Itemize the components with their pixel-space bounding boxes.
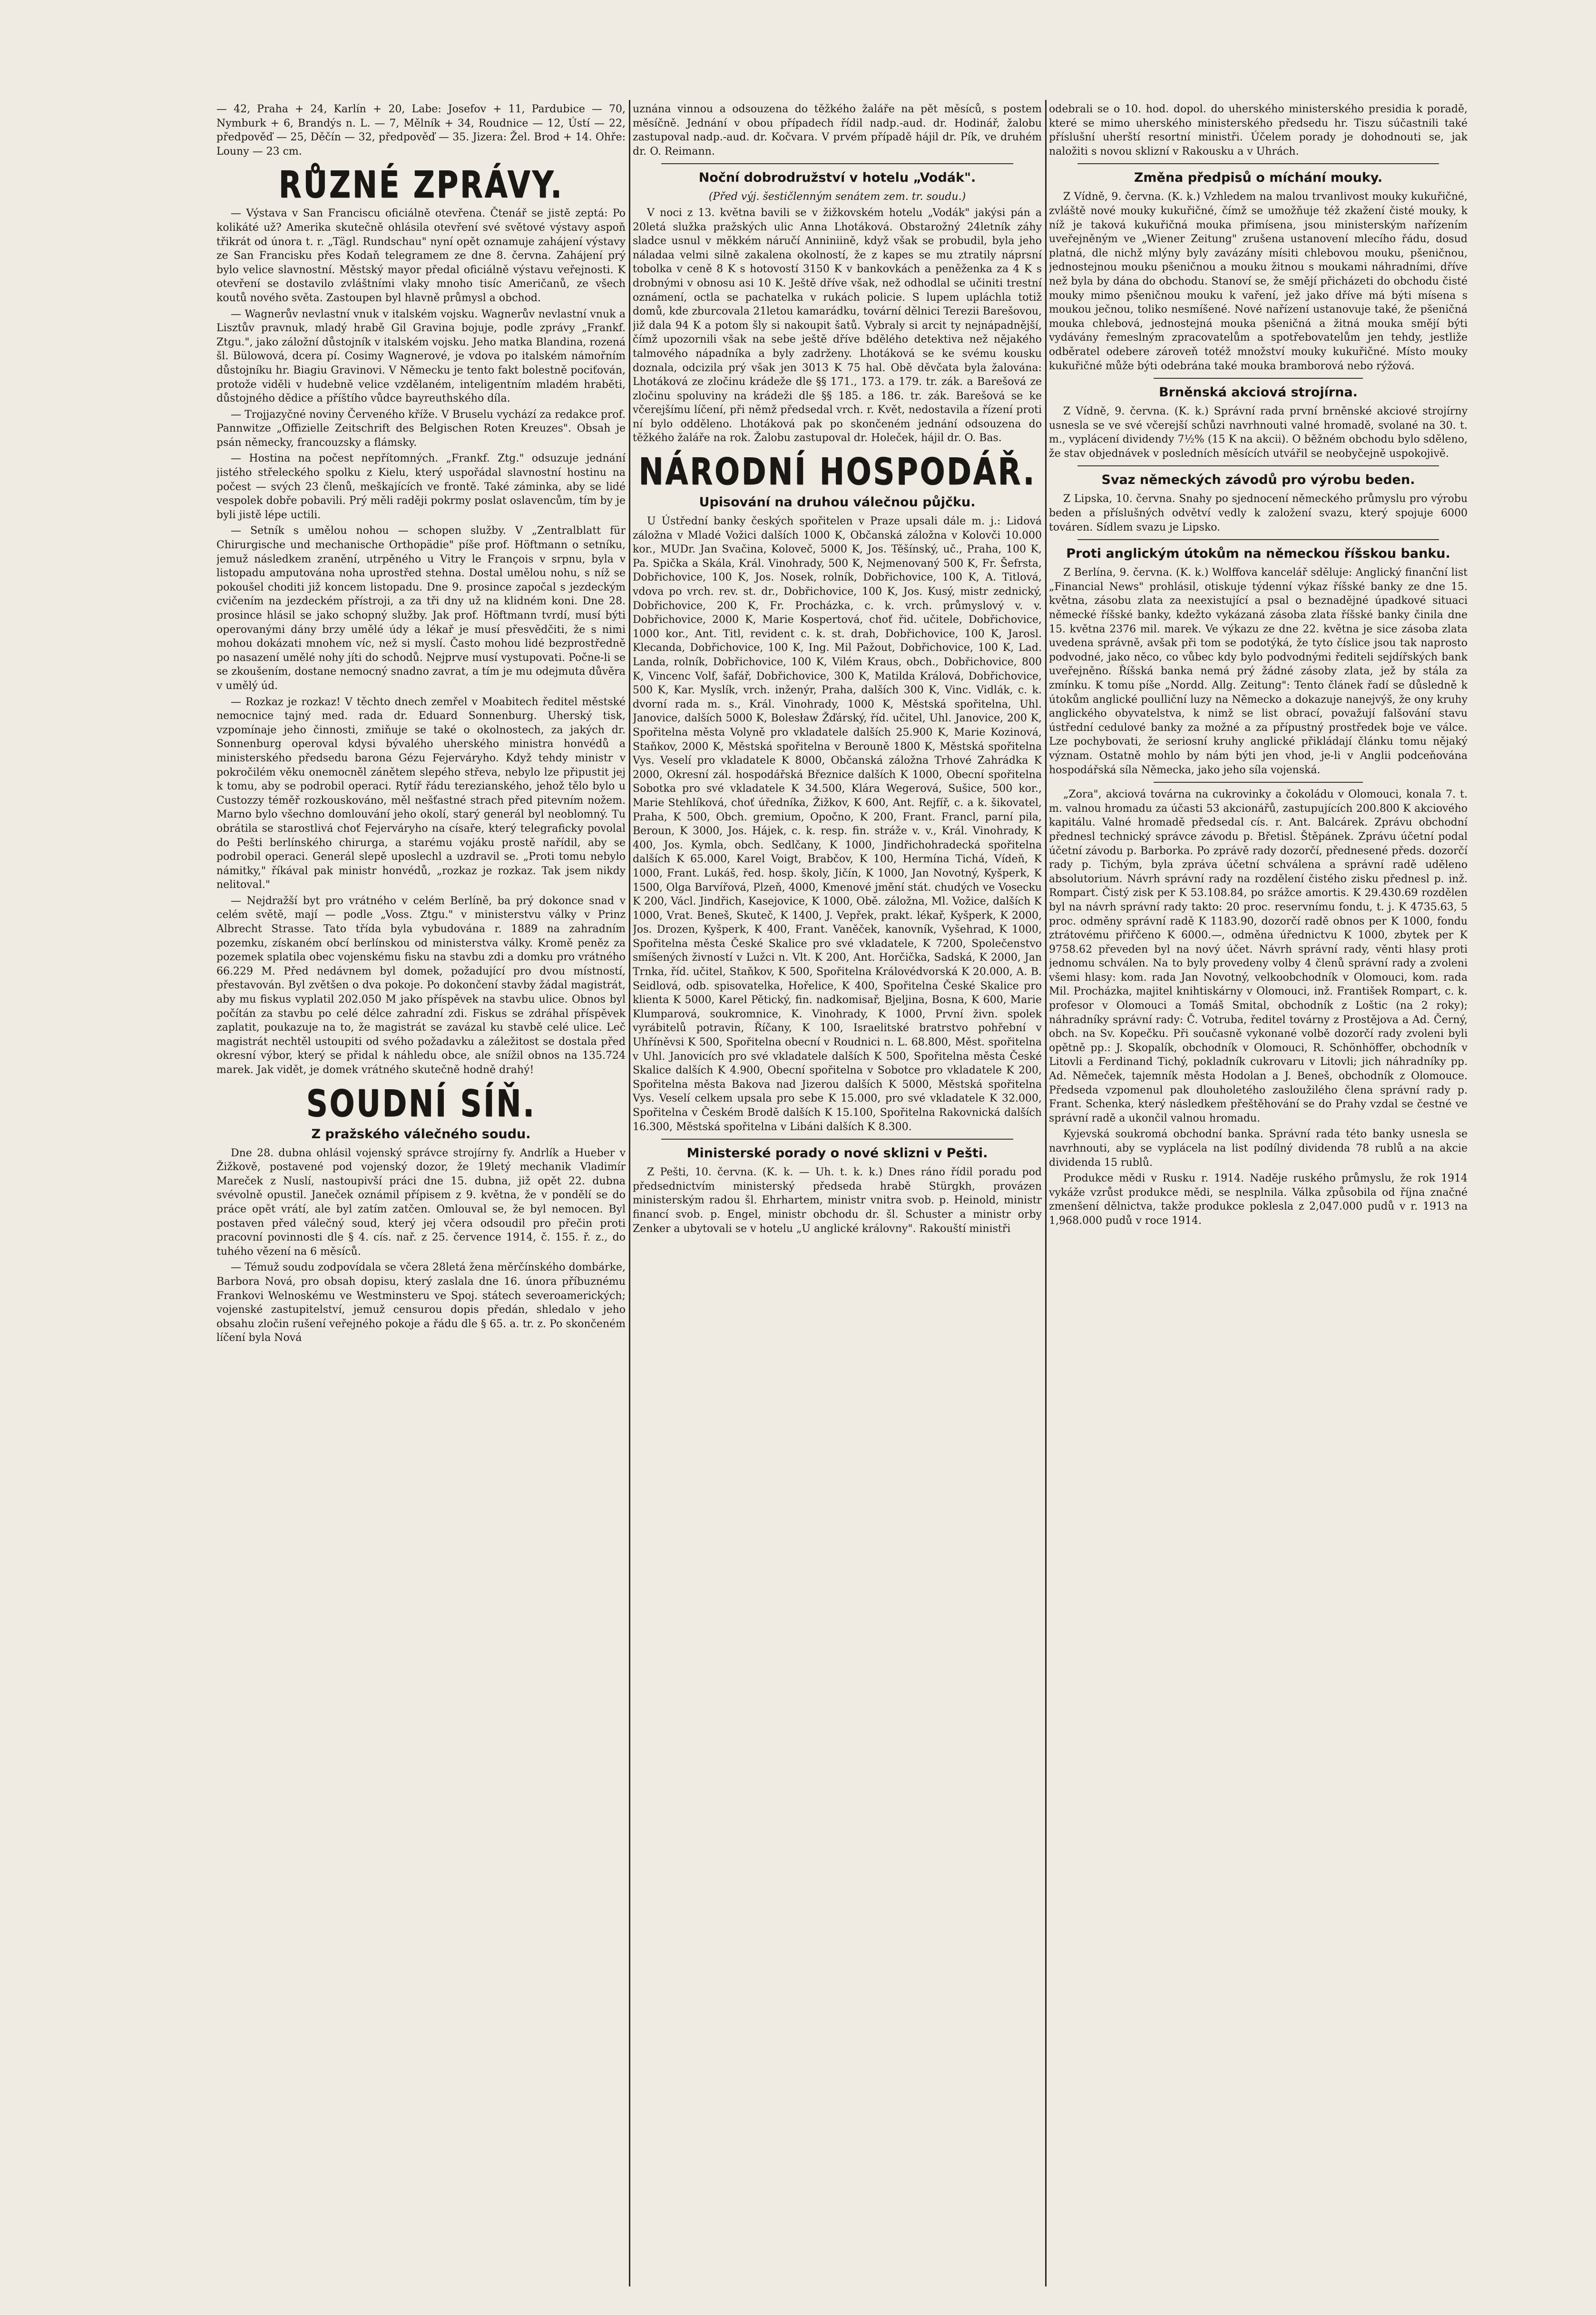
article-subheading: (Před výj. šestičlenným senátem zem. tr. soudu.) (708, 191, 966, 203)
article-paragraph: V noci z 13. května bavili se v žižkovském hotelu „Vodák" jakýsi pán a 20letá služka pražských ulic Anna Lhotáková. Obstarožný 24letník záhy sladce usnul v měkkém náručí Anniniině, když však se probudil, byla jeho náladaa velmi silně zakalena okolností, že z kapes se mu ztratily náprsní tobolka v ceně 8 K s hotovostí 3150 K v bankovkách a peněženka za 4 K s drobnými v obnosu asi 10 K. Ještě dříve však, než odhodlal se učiniti trestní oznámení, octla se pachatelka v rukách policie. S lupem upláchla totiž domů, kde zburcovala 21letou kamarádku, tovární dělnici Terezii Barešovou, již dala 94 K a potom šly si nakoupit šatů. Vybraly si arcit ty nejnápadnější, čímž upozornili však na sebe ještě dříve bdělého detektiva než nějakého talmového nápadníka a byly zadrženy. Lhotáková se ke svému kousku doznala, odcizila prý však jen 3013 K 75 hal. Obě děvčata byla žalována: Lhotáková ze zločinu krádeže dle §§ 171., 173. a 179. tr. zák. a Barešová ze zločinu spoluviny na krádeži dle §§ 185. a 186. tr. zák. Barešová se ke včerejšímu líčení, při němž předsedal vrch. r. Květ, nedostavila a řízení proti ní bylo odděleno. Lhotáková pak po skončeném jednání odsouzena do těžkého žaláře na rok. Žalobu zastupoval dr. Holeček, hájil dr. O. Bas. (633, 207, 1042, 444)
article-heading: Brněnská akciová strojírna. (1159, 385, 1358, 400)
article-paragraph: Z Lipska, 10. června. Snahy po sjednocení německého průmyslu pro výrobu beden a příslušných odvětví vedly k založení svazu, který spojuje 6000 továren. Sídlem svazu je Lipsko. (1049, 493, 1468, 533)
article-paragraph: U Ústřední banky českých spořitelen v Praze upsali dále m. j.: Lidová záložna v Mladé Vožici dalších 1000 K, Občanská záložna v Kolovči 10.000 kor., MUDr. Jan Svačina, Koloveč, 5000 K, Jos. Těšínský, uč., Praha, 100 K, Pa. Spička a Skála, Král. Vinohrady, 500 K, Nejmenovaný 500 K, Fr. Šefrsta, Dobřichovice, 100 K, Jos. Nosek, rolník, Dobřichovice, 100 K, A. Titlová, vdova po vrch. rev. st. dr., Dobřichovice, 100 K, Jos. Kusý, mistr zednický, Dobřichovice, 200 K, Fr. Procházka, c. k. vrch. průmyslový v. v. Dobřichovice, 2000 K, Marie Kospertová, choť řid. učitele, Dobřichovice, 1000 kor., Ant. Titl, revident c. k. st. drah, Dobřichovice, 100 K, Jarosl. Klecanda, Dobřichovice, 100 K, Ing. Mil Pažout, Dobřichovice, 100 K, Lad. Landa, rolník, Dobřichovice, 100 K, Vilém Kraus, obch., Dobřichovice, 800 K, Vincenc Volf, šafář, Dobřichovice, 300 K, Matilda Králová, Dobřichovice, 500 K, Kar. Myslík, vrch. inženýr, Praha, dalších 300 K, Vinc. Vidlák, c. k. dvorní rada m. s., Král. Vinohrady, 1000 K, Městská spořitelna, Uhl. Janovice, dalších 5000 K, Bolesław Žďárský, říd. učitel, Uhl. Janovice, 200 K, Spořitelna města Volyně pro vkladatele dalších 25.900 K, Marie Kozinová, Staňkov, 2000 K, Městská spořitelna v Berouně 1800 K, Městská spořitelna Vys. Veselí pro vkladatele K 8000, Občanská záložna Trhové Zahrádka K 2000, Okresní zál. hospodářská Březnice dalších K 1000, Obecní spořitelna Sobotka pro své vkladatele K 34.500, Klára Wegerová, Sušice, 500 kor., Marie Stehlíková, choť úředníka, Žižkov, K 600, Ant. Rejfíř, c. a k. šikovatel, Praha, K 500, Obch. gremium, Opočno, K 200, Frant. Francl, parní pila, Beroun, K 3000, Jos. Hájek, c. k. resp. fin. stráže v. v., Král. Vinohrady, K 400, Jos. Kymla, obch. Sedlčany, K 1000, Jindřichohradecká spořitelna dalších K 65.000, Karel Voigt, Brabčov, K 100, Hermína Tichá, Vídeň, K 1000, Frant. Lukáš, řed. hosp. školy, Jičín, K 1000, Jan Novotný, Kyšperk, K 1500, Olga Barvířová, Plzeň, 4000, Kmenové jmění stát. chudých ve Vosecku K 200, Václ. Jindřich, Kasejovice, K 1000, Obě. záložna, Ml. Vožice, dalších K 1000, Vrat. Beneš, Skuteč, K 1400, J. Vepřek, prakt. lékař, Kyšperk, K 2000, Jos. Drozen, Kyšperk, K 400, Frant. Vaněček, kanovník, Vyšehrad, K 1000, Spořitelna města České Skalice pro své vkladatele, K 7200, Společenstvo smíšených živností v Lužci n. Vlt. K 200, Ant. Horčička, Sadská, K 2000, Jan Trnka, říd. učitel, Staňkov, K 500, Spořitelna Královédvorská K 20.000, A. B. Seidlová, odb. spisovatelka, Hořelice, K 400, Spořitelna České Skalice pro klienta K 5000, Karel Pětický, fin. nadkomisař, Bjeljina, Bosna, K 600, Marie Klumparová, soukromnice, K. Vinohrady, K 1000, První živn. spolek vyrábitelů potravin, Říčany, K 100, Israelitské bratrstvo pohřební v Uhříněvsi K 500, Spořitelna obecní v Roudnici n. L. 68.800, Měst. spořitelna v Uhl. Janovicích pro své vkladatele dalších K 500, Spořitelna města České Skalice dalších K 4.900, Obecní spořitelna v Sobotce pro vkladatele K 200, Spořitelna města Bakova nad Jizerou dalších K 5000, Městská spořitelna Vys. Veselí celkem upsala pro sebe K 15.000, pro své vkladatele K 32.000, Spořitelna v Českém Brodě dalších K 15.100, Spořitelna Rakovnická dalších 16.300, Městská spořitelna v Libáni dalších K 8.300. (633, 515, 1042, 1133)
column-3 (1049, 102, 1468, 2286)
divider (1077, 163, 1439, 164)
column-1 (216, 102, 626, 2286)
column-rule (629, 100, 630, 2286)
article-heading: Změna předpisů o míchání mouky. (1134, 170, 1383, 186)
divider (1154, 782, 1363, 783)
column-rule (1045, 100, 1047, 2286)
section-banner-narodni-hospodar: NÁRODNÍ HOSPODÁŘ. (638, 449, 1036, 493)
article-paragraph: Kyjevská soukromá obchodní banka. Správní rada této banky usnesla se navrhnouti, aby se vyplácela na list podílný dividenda 78 rublů a na akcie dividenda 15 rublů. (1049, 1128, 1468, 1169)
article-heading: Proti anglickým útokům na německou říšskou banku. (1066, 546, 1450, 562)
article-paragraph: „Zora", akciová továrna na cukrovinky a čokoládu v Olomouci, konala 7. t. m. valnou hromadu za účasti 53 akcionářů, zastupujících 200.800 K akciového kapitálu. Valné hromadě předsedal cís. r. Ant. Balcárek. Zprávu obchodní přednesl technický správce závodu p. Břetisl. Štěpánek. Zprávu účetní podal účetní závodu p. Barborka. Po zprávě rady dozorčí, přednesené předs. dozorčí rady p. Tichým, byla zpráva účetní schválena a správní radě uděleno absolutorium. Návrh správní rady na rozdělení čistého zisku přednesl p. inž. Rompart. Čistý zisk per K 53.108.84, po srážce amortis. K 29.430.69 rozdělen byl na návrh správní rady takto: 20 proc. reservnímu fondu, t. j. K 4735.63, 5 proc. odměny správní radě K 1183.90, dozorčí radě obnos per K 1000, fondu ztrátovému přiřčeno K 6000.—, odměna úřednictvu K 1000, zbytek per K 9758.62 převeden byl na nový účet. Návrh správní rady, věnti hlasy proti jednomu schválen. Na to byly provedeny volby 4 členů správní rady a zvoleni všemi hlasy: kom. rada Jan Novotný, velkoobchodník v Olomouci, kom. rada Mil. Procházka, majitel knihtiskárny v Olomouci, inž. František Rompart, c. k. profesor v Olomouci a Tomáš Smital, obchodník z Loštic (na 2 roky); náhradníky správní rady: Č. Votruba, ředitel továrny z Prostějova a Ad. Černý, obch. na Sv. Kopečku. Při současně vykonané volbě dozorčí rady zvoleni byli opětně pp.: J. Skopalík, obchodník v Olomouci, R. Schönhöffer, obchodník v Litovli a Ferdinand Tichý, pokladník cukrovaru v Litovli; jich náhradníky pp. Ad. Němeček, tajemník města Hodolan a J. Beneš, obchodník z Olomouce. Předseda vzpomenul pak dlouholetého zasloužilého člena správní rady p. Frant. Schenka, který následkem přeštěhování se do Prahy vzdal se čestné ve správní radě a ukončil valnou hromadu. (1049, 788, 1468, 1124)
article-paragraph: Z Vídně, 9. června. (K. k.) Vzhledem na malou trvanlivost mouky kukuřičné, zvláště nové mouky kukuřičné, čímž se umožňuje též zkažení čisté mouky, k níž je taková kukuřičná mouka přimísena, jsou ministerským nařízením uveřejněným ve „Wiener Zeitung" zrušena ustanovení mlecího řádu, dosud platná, dle nichž mlýny byly zavázány mísiti chlebovou mouku, pšeničnou, jednostejnou mouku pšeničnou a mouku žitnou s moukami náhradními, dříve než byla by dána do obchodu. Stanoví se, že smějí přicházeti do obchodu čisté mouky mimo pšeničnou mouku k vaření, jež jako dříve má býti mísena s moukou ječnou, toliko nesmíšené. Nové nařízení ustanovuje také, že pšeničná mouka chlebová, jednostejná mouka pšeničná a žitná mouka smějí býti vydávány řemeslným zpracovatelům a spotřebovatelům jen tehdy, jestliže odběratel odebere zároveň totéž množství mouky kukuřičné. Místo mouky kukuřičné může býti odebrána také mouka bramborová nebo rýžová. (1049, 191, 1468, 372)
divider (661, 163, 1013, 164)
article-paragraph: uznána vinnou a odsouzena do těžkého žaláře na pět měsíců, s postem měsíčně. Jednání v obou případech řídil nadp.-aud. dr. Hodinář, žalobu zastupoval nadp.-aud. dr. Kočvara. V prvém případě hájil dr. Pík, ve druhém dr. O. Reimann. (633, 103, 1042, 158)
article-paragraph: Z Vídně, 9. června. (K. k.) Správní rada první brněnské akciové strojírny usnesla se ve své včerejší schůzi navrhnouti valné hromadě, svolané na 30. t. m., vyplácení dividendy 7½% (15 K na akcii). O běžném obchodu bylo sděleno, že stav objednávek v posledních měsících utvářil se neobyčejně uspokojivě. (1049, 405, 1468, 460)
article-heading: Noční dobrodružství v hotelu „Vodák". (698, 170, 976, 186)
article-paragraph: — Wagnerův nevlastní vnuk v italském vojsku. Wagnerův nevlastní vnuk a Lisztův pravnuk, mladý hrabě Gil Gravina bojuje, podle zprávy „Frankf. Ztgu.", jako záložní důstojník v italském vojsku. Jeho matka Blandina, rozená šl. Bülowová, dcera pí. Cosimy Wagnerové, je vdova po italském námořním důstojníku hr. Biagiu Gravinovi. V Německu je tento fakt bolestně pociťován, protože viděli v hudebně velice vzdělaném, inteligentním mladém hraběti, důstojného dědice a příštího vůdce bayreuthského díla. (216, 308, 626, 405)
section-banner-soudni-sin: SOUDNÍ SÍŇ. (306, 1081, 536, 1125)
article-paragraph: — Rozkaz je rozkaz! V těchto dnech zemřel v Moabitech ředitel městské nemocnice tajný med. rada dr. Eduard Sonnenburg. Uherský tisk, vzpomínaje jeho činnosti, zmiňuje se také o okolnostech, za jakých dr. Sonnenburg operoval kdysi bývalého uherského ministra honvédů a ministerského předsedu barona Gézu Fejerváryho. Když tehdy ministr v pokročilém věku onemocněl zánětem slepého střeva, nebylo lze připustit jej k tomu, aby se podrobil operaci. Rytíř řádu terezianského, jehož tělo bylo u Custozzy téměř rozkouskováno, měl nešťastné strach před pitevním nožem. Marno bylo všechno domlouvání jeho okolí, starý generál byl neoblomný. Tu obrátila se starostlivá choť Fejerváryho na císaře, který telegraficky povolal do Pešti berlínského chirurga, a starému vojáku prostě nařídil, aby se podrobil operaci. Generál slepě uposlechl a uzdravil se. „Proti tomu nebylo námitky," říkával pak ministr honvédů, „rozkaz je rozkaz. Tak jsem nikdy nelitoval." (216, 696, 626, 891)
article-paragraph: — Nejdražší byt pro vrátného v celém Berlíně, ba prý dokonce snad v celém světě, mají — podle „Voss. Ztgu." v ministerstvu války v Prinz Albrecht Strasse. Tato třída byla vybudována r. 1889 na zahradním pozemku, získaném obcí berlínskou od ministerstva války. Kromě peněz za pozemek splatila obec vojenskému fisku na stavbu zdi a domku pro vrátného 66.229 M. Před nedávnem byl domek, požadující pro dvou místností, přestavován. Byl zvětšen o dva pokoje. Po dokončení stavby žádal magistrát, aby mu fiskus vyplatil 202.050 M jako příspěvek na stavbu ulice. Obnos byl počítán za stavbu po celé délce zahradní zdi. Fiskus se zdráhal příspěvek zaplatit, poukazuje na to, že magistrát se zavázal ku stavbě celé ulice. Leč magistrát nechtěl ustoupiti od svého požadavku a záležitost se dostala před okresní výbor, který se přidal k náhledu obce, ale snížil obnos na 135.724 marek. Jak vidět, je domek vrátného skutečně hodně drahý! (216, 895, 626, 1076)
divider (1077, 539, 1439, 540)
article-heading: Svaz německých závodů pro výrobu beden. (1101, 473, 1415, 488)
divider (661, 1139, 1013, 1140)
article-paragraph: — Hostina na počest nepřítomných. „Frankf. Ztg." odsuzuje jednání jistého střeleckého spolku z Kielu, který uspořádal slavnostní hostinu na počest — svých 23 členů, meškajících ve frontě. Také záminka, aby se lidé vespolek dobře pobavili. Prý měli raději pokrmy poslat oslavencům, tím by je byli jistě lépe uctili. (216, 453, 626, 521)
article-paragraph: — Trojjazyčné noviny Červeného kříže. V Bruselu vychází za redakce prof. Pannwitze „Offizielle Zeitschrift des Belgischen Roten Kreuzes". Obsah je psán německy, francouzsky a flámsky. (216, 408, 626, 449)
article-paragraph: Produkce mědi v Rusku r. 1914. Naděje ruského průmyslu, že rok 1914 vykáže vzrůst produkce mědi, se nesplnila. Válka způsobila od října značné zmenšení dělnictva, takže produkce poklesla z 2,047.000 pudů v r. 1913 na 1,968.000 pudů v roce 1914. (1049, 1172, 1468, 1227)
article-heading: Z pražského válečného soudu. (311, 1126, 531, 1142)
divider (1077, 465, 1439, 466)
divider (1154, 378, 1363, 379)
section-banner-ruzne-zpravy: RŮZNÉ ZPRÁVY. (278, 163, 564, 207)
article-paragraph: Dne 28. dubna ohlásil vojenský správce strojírny fy. Andrlík a Hueber v Žižkově, postavené pod vojenský dozor, že 19letý mechanik Vladimír Mareček z Nuslí, nastoupivší práci dne 15. dubna, již opět 22. dubna svévolně opustil. Janeček oznámil přípisem z 9. května, že v pondělí se do práce opět vrátí, ale byl zatím zatčen. Omlouval se, že byl nemocen. Byl postaven před válečný soud, který jej včera odsoudil pro přečin proti pracovní povinnosti dle § 4. cís. nař. z 25. července 1914, č. 155. ř. z., do tuhého vězení na 6 měsíců. (216, 1147, 626, 1258)
column-2 (633, 102, 1042, 2286)
article-paragraph: — Výstava v San Franciscu oficiálně otevřena. Čtenář se jistě zeptá: Po kolikáté už? Amerika skutečně ohlásila otevření své světové výstavy aspoň třikrát od února t. r. „Tägl. Rundschau" nyní opět oznamuje zahájení výstavy ze San Francisku přes Kodaň telegramem ze dne 8. června. Zahájení prý bylo velice slavnostní. Městský mayor předal oficiálně výstavu veřejnosti. K otevření se dostavilo zvláštními vlaky mnoho tisíc Američanů, ze všech koutů nového světa. Zastoupen byl hlavně průmysl a obchod. (216, 207, 626, 304)
article-paragraph: — Témuž soudu zodpovídala se včera 28letá žena měrčínského dombárke, Barbora Nová, pro obsah dopisu, který zaslala dne 16. února příbuznému Frankovi Welnoskému ve Westminsteru ve Spoj. státech severoamerických; vojenské zastupitelství, jemuž censurou dopis předán, shledalo v jeho obsahu zločin rušení veřejného pokoje a řádu dle § 65. a. tr. z. Po skončeném líčení byla Nová (216, 1261, 626, 1344)
article-heading: Ministerské porady o nové sklizni v Pešti. (686, 1146, 988, 1161)
article-paragraph: odebrali se o 10. hod. dopol. do uherského ministerského presidia k poradě, které se mimo uherského ministerského předsedu hr. Tiszu súčastnili také příslušní uherští resortní ministři. Účelem porady je dohodnouti se, jak naložiti s novou sklizní v Rakousku a v Uhrách. (1049, 103, 1468, 158)
article-paragraph: Z Berlína, 9. června. (K. k.) Wolffova kancelář sděluje: Anglický finanční list „Financial News" prohlásil, otiskuje týdenní výkaz říšské banky ze dne 15. května, zásobu zlata za neexistující a psal o beznadějné úpadkové situaci německé říšské banky, kdežto vykázaná zásoba zlata říšské banky činila dne 15. května 2376 mil. marek. Ve výkazu ze dne 22. května je sice zásoba zlata uvedena správně, avšak při tom se podotýká, že tyto číslice jsou tak naprosto podvodné, jako něco, co vůbec kdy bylo podvodnými řediteli sejdířských bank uveřejněno. Říšská banka nemá prý žádné zásoby zlata, jež by stála za zmínku. K tomu píše „Nordd. Allg. Zeitung": Tento článek řadí se důsledně k útokům anglické poulliční luzy na Německo a dokazuje nanejvýš, že ony kruhy anglického obyvatelstva, k nimž se list obrací, považují falšování stavu ústřední cedulové banky za možné a za přípustný prostředek boje ve válce. Lze pochybovati, že seriosní kruhy anglické přikládají článku tomu nějaký význam. Ostatně mohlo by nám býti jen vhod, je-li v Anglii podceňována hospodářská síla Německa, jako jeho síla vojenská. (1049, 567, 1468, 776)
article-paragraph: Z Pešti, 10. června. (K. k. — Uh. t. k. k.) Dnes ráno řídil poradu pod předsednictvím ministerský předseda hrabě Stürgkh, provázen ministerským radou šl. Ehrhartem, ministr vnitra svob. p. Heinold, ministr financí svob. p. Engel, ministr obchodu dr. šl. Schuster a ministr orby Zenker a ubytovali se v hotelu „U anglické královny". Rakouští ministři (633, 1166, 1042, 1235)
water-levels-report: — 42, Praha + 24, Karlín + 20, Labe: Josefov + 11, Pardubice — 70, Nymburk + 6, Brandýs n. L. — 7, Mělník + 34, Roudnice — 12, Ústí — 22, předpověď — 25, Děčín — 32, předpověď — 35. Jizera: Žel. Brod + 14. Ohře: Louny — 23 cm. (216, 103, 626, 158)
article-paragraph: — Setník s umělou nohou — schopen služby. V „Zentralblatt für Chirurgische und mechanische Orthopädie" píše prof. Höftmann o setníku, jemuž následkem zranění, utrpěného u Vitry le François v srpnu, byla v listopadu amputována noha uprostřed stehna. Dostal umělou nohu, s níž se pokoušel choditi již koncem listopadu. Dne 9. prosince započal s jezdeckým cvičením na jezdeckém přístroji, a za tři dny už na klidném koni. Dne 28. prosince hlásil se jako schopný služby. Jak prof. Höftmann tvrdí, musí býti operovanými dány brzy umělé údy a lékař je musí přesvědčiti, že s nimi mohou dokázati mnohem víc, než si myslí. Často mohou lidé bezprostředně po nasazení umělé nohy jíti do schodů. Nejprve musí vystupovati. Počne-li se se zkoušením, dostane nemocný snadno zavrat, a tím je mu odejmuta důvěra v umělý úd. (216, 525, 626, 692)
article-heading: Upisování na druhou válečnou půjčku. (699, 495, 976, 510)
